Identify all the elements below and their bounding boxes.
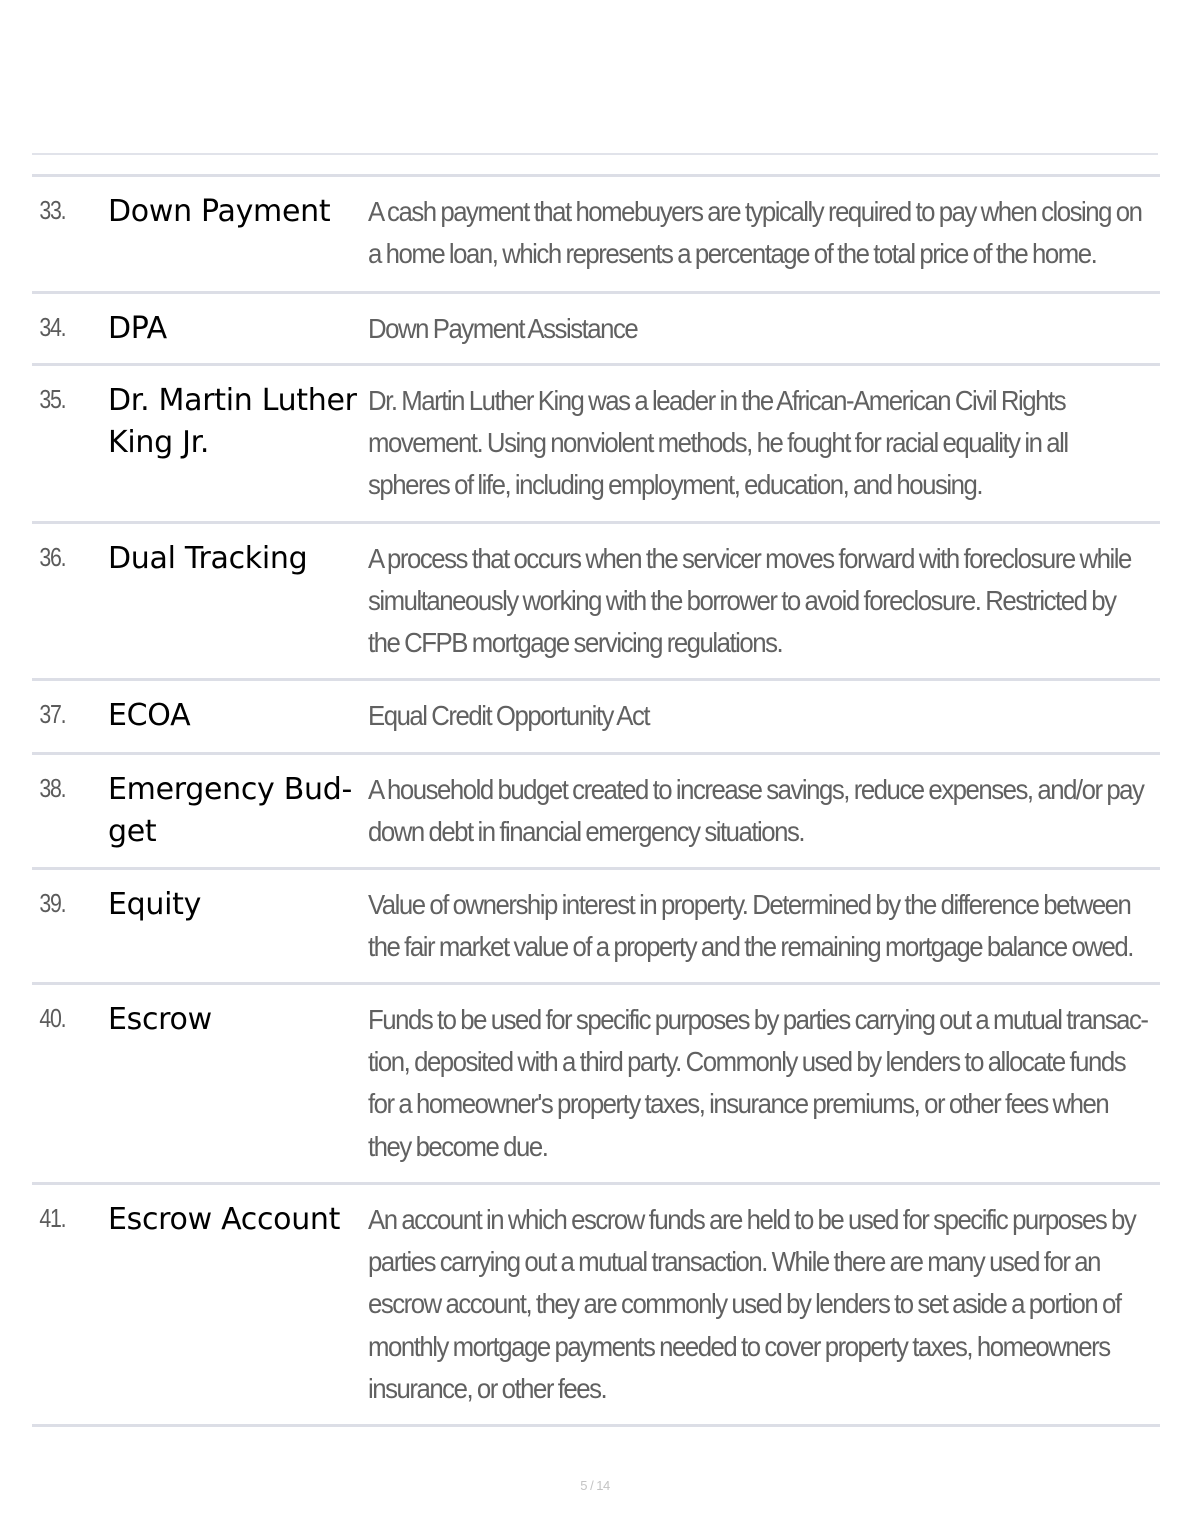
entry-definition-text: Value of ownership interest in property. Determined by the difference between the fair market value of a property and the remaining mortgage balance owed. bbox=[368, 889, 1133, 963]
entry-term: DPA bbox=[108, 311, 167, 346]
entry-definition-text: A household budget created to increase savings, reduce expenses, and/or pay down debt in financial emergency situations. bbox=[368, 774, 1144, 848]
entry-term: Dual Tracking bbox=[108, 541, 308, 576]
entry-term: ECOA bbox=[108, 698, 191, 733]
glossary-row bbox=[32, 294, 1160, 366]
entry-term: Down Payment bbox=[108, 194, 331, 229]
entry-number: 34. bbox=[39, 312, 66, 342]
entry-definition bbox=[368, 985, 1160, 1168]
entry-number: 36. bbox=[39, 542, 66, 572]
entry-number: 35. bbox=[39, 384, 66, 414]
entry-definition-text: Equal Credit Opportunity Act bbox=[368, 700, 650, 731]
glossary-row bbox=[32, 366, 1160, 524]
entry-definition-text: A process that occurs when the servicer moves forward with foreclosure while simultaneously working with the borrower to avoid foreclosure. Restricted by the CFPB mortgage servicing regulations. bbox=[368, 543, 1131, 659]
entry-definition-text: Dr. Martin Luther King was a leader in the African-American Civil Rights movement. Using nonviolent methods, he fought for racial equality in all spheres of life, including employment, education, and housing. bbox=[368, 385, 1068, 501]
entry-definition-text: Down Payment Assistance bbox=[368, 313, 638, 344]
glossary-row bbox=[32, 524, 1160, 681]
entry-definition bbox=[368, 1185, 1160, 1410]
glossary-row bbox=[32, 985, 1160, 1185]
page-number: 5 / 14 bbox=[580, 1478, 610, 1493]
entry-definition-text: An account in which escrow funds are held to be used for specific purposes by parties carrying out a mutual transaction. While there are many used for an escrow account, they are commonly used by lenders to set aside a portion of monthly mortgage payments needed to cover property taxes, homeowners insurance, or other fees. bbox=[368, 1204, 1136, 1404]
entry-number: 39. bbox=[39, 888, 66, 918]
glossary-row bbox=[32, 870, 1160, 985]
entry-term: Escrow bbox=[108, 1002, 212, 1037]
entry-definition bbox=[368, 870, 1160, 968]
entry-number: 38. bbox=[39, 773, 66, 803]
entry-definition-text: A cash payment that homebuyers are typically required to pay when closing on a home loan, which represents a percentage of the total price of the home. bbox=[368, 196, 1142, 270]
entry-definition bbox=[368, 755, 1160, 853]
glossary-table bbox=[32, 174, 1160, 1427]
entry-definition bbox=[368, 524, 1160, 665]
entry-term: Emergency Bud-get bbox=[108, 772, 353, 849]
entry-definition-text: Funds to be used for specific purposes by parties carrying out a mutual transac-tion, deposited with a third party. Commonly used by lenders to allocate funds for a homeowner's property taxes, insurance premiums, or other fees when they become due. bbox=[368, 1004, 1148, 1162]
entry-definition bbox=[368, 681, 1160, 737]
entry-number: 41. bbox=[39, 1203, 66, 1233]
glossary-row bbox=[32, 1185, 1160, 1427]
entry-term: Escrow Account bbox=[108, 1202, 341, 1237]
glossary-row bbox=[32, 177, 1160, 294]
entry-term: Equity bbox=[108, 887, 202, 922]
entry-number: 37. bbox=[39, 699, 66, 729]
entry-definition bbox=[368, 294, 1160, 350]
top-divider bbox=[32, 153, 1158, 155]
entry-definition bbox=[368, 366, 1160, 507]
entry-number: 40. bbox=[39, 1003, 66, 1033]
entry-term: Dr. Martin Luther King Jr. bbox=[108, 383, 357, 460]
entry-definition bbox=[368, 177, 1160, 275]
entry-number: 33. bbox=[39, 195, 66, 225]
glossary-row bbox=[32, 681, 1160, 755]
glossary-row bbox=[32, 755, 1160, 870]
